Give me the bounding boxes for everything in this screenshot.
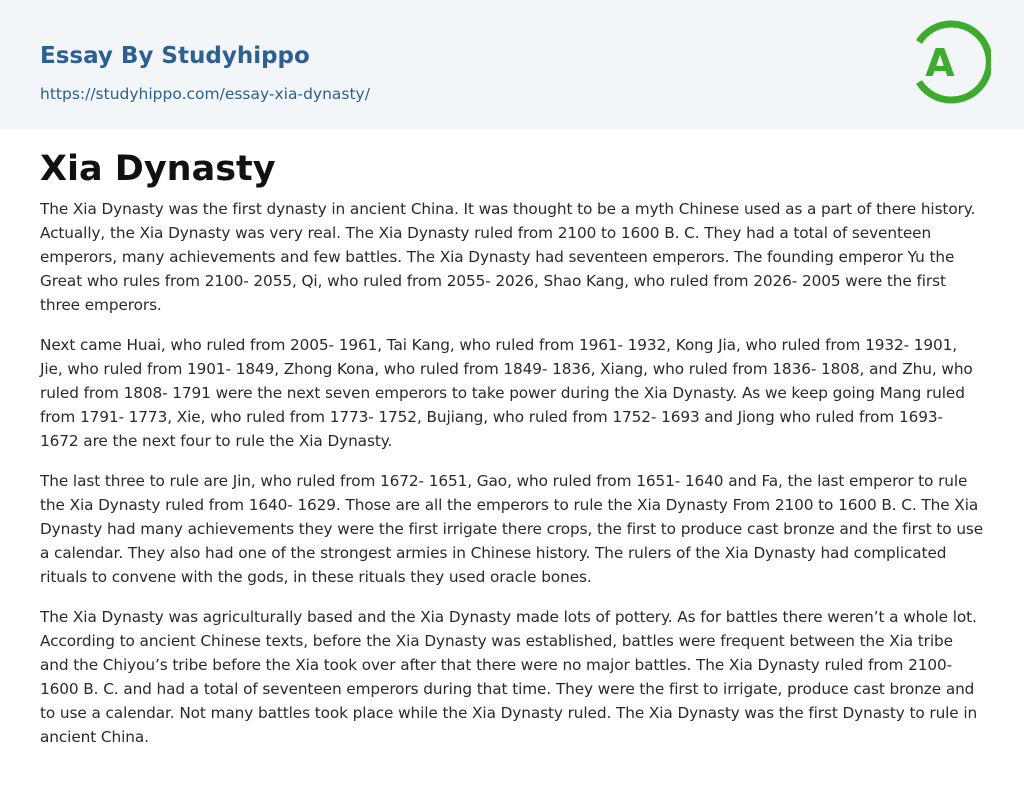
paragraph: The Xia Dynasty was agriculturally based and the Xia Dynasty made lots of pottery. As for battles there weren’t a whole lot. According to ancient Chinese texts, before the Xia Dynasty was established, battles were frequent between the Xia tribe and the Chiyou’s tribe before the Xia took over after that there were no major battles. The Xia Dynasty ruled from 2100- 1600 B. C. and had a total of seventeen emperors during that time. They were the first to irrigate, produce cast bronze and to use a calendar. Not many battles took place while the Xia Dynasty ruled. The Xia Dynasty was the first Dynasty to rule in ancient China. <box>40 608 978 746</box>
paragraph: The last three to rule are Jin, who ruled from 1672- 1651, Gao, who ruled from 1651- 1640 and Fa, the last emperor to rule the Xia Dynasty ruled from 1640- 1629. Those are all the emperors to rule the Xia Dynasty From 2100 to 1600 B. C. The Xia Dynasty had many achievements they were the first irrigate there crops, the first to produce cast bronze and the first to use a calendar. They also had one of the strongest armies in Chinese history. The rulers of the Xia Dynasty had complicated rituals to convene with the gods, in these rituals they used oracle bones. <box>40 472 984 586</box>
essay-url-link[interactable]: https://studyhippo.com/essay-xia-dynasty/ <box>40 85 370 103</box>
letter-a-ring-logo-icon <box>907 16 991 108</box>
paragraph: The Xia Dynasty was the first dynasty in ancient China. It was thought to be a myth Chinese used as a part of there history. Actually, the Xia Dynasty was very real. The Xia Dynasty ruled from 2100 to 1600 B. C. They had a total of seventeen emperors, many achievements and few battles. The Xia Dynasty had seventeen emperors. The founding emperor Yu the Great who rules from 2100- 2055, Qi, who ruled from 2055- 2026, Shao Kang, who ruled from 2026- 2005 were the first three emperors. <box>40 200 976 314</box>
logo-letter: A <box>925 41 955 85</box>
brand-title[interactable]: Essay By Studyhippo <box>40 43 310 69</box>
article <box>0 129 1024 749</box>
page-title: Xia Dynasty <box>40 149 276 189</box>
site-header <box>0 0 1024 129</box>
logo[interactable] <box>907 16 991 108</box>
paragraph: Next came Huai, who ruled from 2005- 1961, Tai Kang, who ruled from 1961- 1932, Kong Jia, who ruled from 1932- 1901, Jie, who ruled from 1901- 1849, Zhong Kona, who ruled from 1849- 1836, Xiang, who ruled from 1836- 1808, and Zhu, who ruled from 1808- 1791 were the next seven emperors to take power during the Xia Dynasty. As we keep going Mang ruled from 1791- 1773, Xie, who ruled from 1773- 1752, Bujiang, who ruled from 1752- 1693 and Jiong who ruled from 1693- 1672 are the next four to rule the Xia Dynasty. <box>40 336 973 450</box>
